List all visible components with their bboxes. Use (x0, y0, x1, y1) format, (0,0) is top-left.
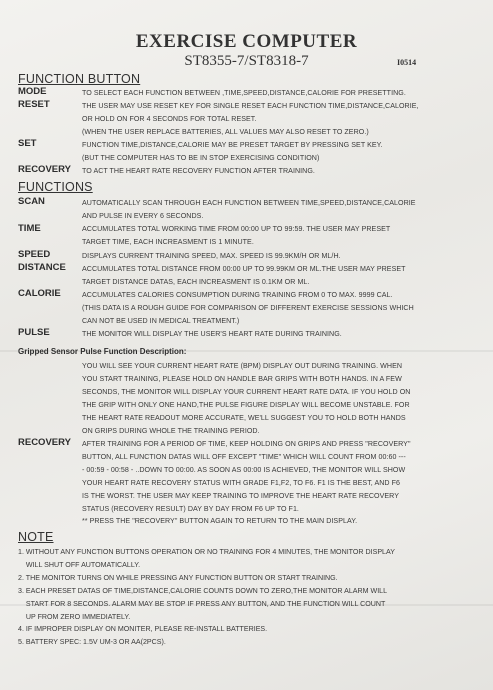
section-heading-function-button: FUNCTION BUTTON (18, 72, 141, 86)
gripped-sensor-heading: Gripped Sensor Pulse Function Description: (18, 347, 187, 356)
desc-speed: DISPLAYS CURRENT TRAINING SPEED, MAX. SPEED IS 99.9KM/H OR ML/H. (82, 252, 341, 260)
label-mode: MODE (18, 86, 47, 97)
label-speed: SPEED (18, 249, 51, 260)
model-number: ST8355-7/ST8318-7 (184, 53, 309, 69)
label-recovery-button: RECOVERY (18, 164, 71, 175)
desc-time: ACCUMULATES TOTAL WORKING TIME FROM 00:00 UP TO 99:59. THE USER MAY PRESET TARGET TIME, EACH INCREASMENT IS 1 MINUTE. (82, 225, 391, 246)
desc-recovery-button: TO ACT THE HEART RATE RECOVERY FUNCTION AFTER TRAINING. (82, 167, 315, 175)
label-calorie: CALORIE (18, 288, 61, 299)
desc-set: FUNCTION TIME,DISTANCE,CALORIE MAY BE PRESET TARGET BY PRESSING SET KEY. (BUT THE COMPUTER HAS TO BE IN STOP EXERCISING CONDITION) (82, 141, 383, 162)
label-recovery-function: RECOVERY (18, 437, 71, 448)
label-reset: RESET (18, 99, 50, 110)
desc-pulse: THE MONITOR WILL DISPLAY THE USER'S HEART RATE DURING TRAINING. (82, 330, 342, 338)
document-code: I0514 (397, 58, 417, 67)
section-heading-note: NOTE (18, 530, 54, 544)
label-distance: DISTANCE (18, 262, 66, 273)
desc-recovery-function: AFTER TRAINING FOR A PERIOD OF TIME, KEEP HOLDING ON GRIPS AND PRESS "RECOVERY" BUTTON, ALL FUNCTION DATAS WILL OFF EXCEPT "TIME" WHICH WILL COUNT FROM 00:60 --- - 00:59 - 00:58 - ..DOWN TO 00:00. AS SOON AS 00:00 IS ACHIEVED, THE MONITOR WILL SHOW YOUR HEART RATE RECOVERY STATUS WITH GRADE F1,F2, TO F6. F1 IS THE BEST, AND F6 IS THE WORST. THE USER MAY KEEP TRAINING TO IMPROVE THE HEART RATE RECOVERY STATUS (RECOVERY RESULT) DAY BY DAY FROM F6 UP TO F1. ** PRESS THE "RECOVERY" BUTTON AGAIN TO RETURN TO THE MAIN DISPLAY. (82, 440, 411, 526)
label-pulse: PULSE (18, 327, 50, 338)
label-set: SET (18, 138, 37, 149)
desc-distance: ACCUMULATES TOTAL DISTANCE FROM 00:00 UP TO 99.99KM OR ML.THE USER MAY PRESET TARGET DISTANCE DATAS, EACH INCREASMENT IS 0.1KM OR ML. (82, 265, 406, 286)
desc-mode: TO SELECT EACH FUNCTION BETWEEN ,TIME,SPEED,DISTANCE,CALORIE FOR PRESETTING. (82, 89, 406, 97)
section-heading-functions: FUNCTIONS (18, 180, 93, 194)
desc-calorie: ACCUMULATES CALORIES CONSUMPTION DURING TRAINING FROM 0 TO MAX. 9999 CAL. (THIS DATA IS A ROUGH GUIDE FOR COMPARISON OF DIFFERENT EXERCISE SESSIONS WHICH CAN NOT BE USED IN MEDICAL TREATMENT.) (82, 291, 414, 325)
desc-scan: AUTOMATICALLY SCAN THROUGH EACH FUNCTION BETWEEN TIME,SPEED,DISTANCE,CALORIE AND PULSE IN EVERY 6 SECONDS. (82, 199, 416, 220)
gripped-sensor-description: YOU WILL SEE YOUR CURRENT HEART RATE (BPM) DISPLAY OUT DURING TRAINING. WHEN YOU START TRAINING, PLEASE HOLD ON HANDLE BAR GRIPS WITH BOTH HANDS. IN A FEW SECONDS, THE MONITOR WILL DISPLAY YOUR CURRENT HEART RATE DATA. IF YOU HOLD ON THE GRIP WITH ONLY ONE HAND,THE PULSE FIGURE DISPLAY WILL BECOME UNSTABLE. FOR THE HEART RATE READOUT MORE ACCURATE, WE'LL SUGGEST YOU TO HOLD BOTH HANDS ON GRIPS DURING WHOLE THE TRAINING PERIOD. (82, 362, 411, 435)
note-list: 1. WITHOUT ANY FUNCTION BUTTONS OPERATION OR NO TRAINING FOR 4 MINUTES, THE MONITOR DISPLAY WILL SHUT OFF AUTOMATICALLY. 2. THE MONITOR TURNS ON WHILE PRESSING ANY FUNCTION BUTTON OR START TRAINING. 3. EACH PRESET DATAS OF TIME,DISTANCE,CALORIE COUNTS DOWN TO ZERO,THE MONITOR ALARM WILL START FOR 8 SECONDS. ALARM MAY BE STOP IF PRESS ANY BUTTON, AND THE FUNCTION WILL COUNT UP FROM ZERO IMMEDIATELY. 4. IF IMPROPER DISPLAY ON MONITER, PLEASE RE-INSTALL BATTERIES. 5. BATTERY SPEC: 1.5V UM-3 OR AA(2PCS). (18, 548, 395, 647)
desc-reset: THE USER MAY USE RESET KEY FOR SINGLE RESET EACH FUNCTION TIME,DISTANCE,CALORIE, OR HOLD ON FOR 4 SECONDS FOR TOTAL RESET. (WHEN THE USER REPLACE BATTERIES, ALL VALUES MAY ALSO RESET TO ZERO.) (82, 102, 419, 136)
document-title: EXERCISE COMPUTER (135, 31, 358, 52)
label-scan: SCAN (18, 196, 45, 207)
label-time: TIME (18, 223, 41, 234)
